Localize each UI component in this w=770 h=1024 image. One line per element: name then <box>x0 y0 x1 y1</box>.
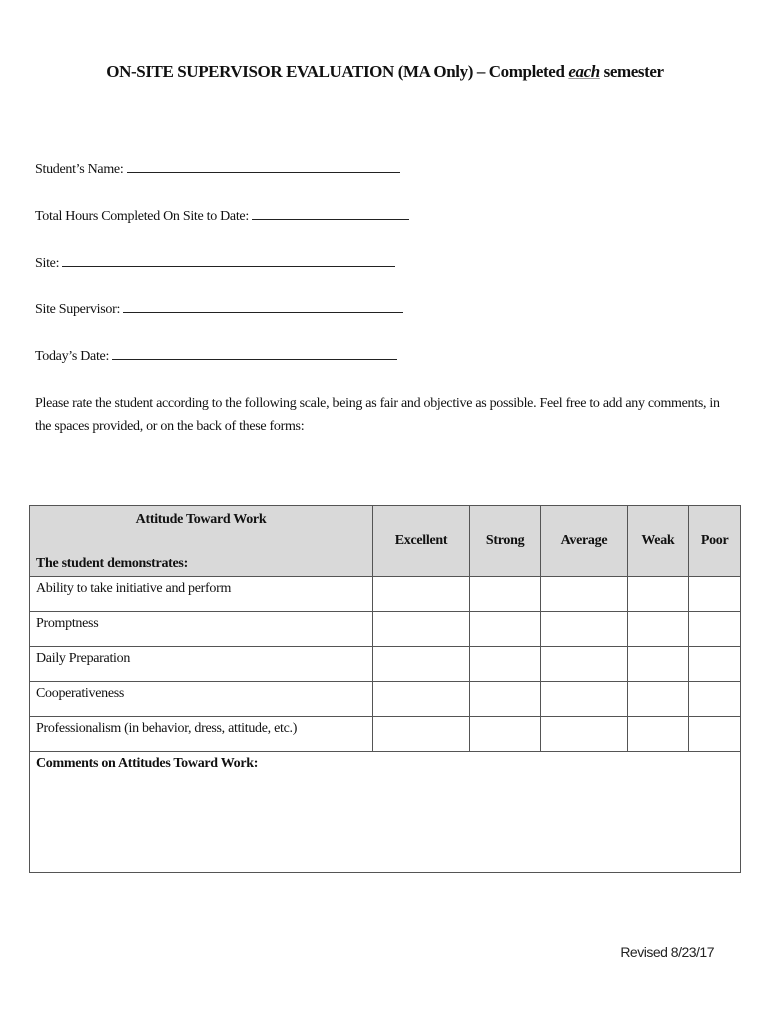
item-label: Promptness <box>30 612 373 647</box>
rating-cell-weak[interactable] <box>627 682 689 717</box>
rating-cell-average[interactable] <box>541 682 627 717</box>
rating-cell-excellent[interactable] <box>373 682 470 717</box>
table-row <box>30 682 741 717</box>
rating-cell-excellent[interactable] <box>373 612 470 647</box>
site-field[interactable] <box>35 254 395 272</box>
rating-cell-excellent[interactable] <box>373 577 470 612</box>
rating-cell-average[interactable] <box>541 612 627 647</box>
todays-date-field[interactable] <box>35 347 397 365</box>
rating-header-poor: Poor <box>689 506 741 577</box>
rating-cell-poor[interactable] <box>689 682 741 717</box>
table-row <box>30 647 741 682</box>
site-line[interactable] <box>62 254 395 267</box>
site-label: Site: <box>35 256 60 271</box>
rating-header-weak: Weak <box>627 506 689 577</box>
comments-label: Comments on Attitudes Toward Work: <box>36 756 259 771</box>
item-label: Professionalism (in behavior, dress, attitude, etc.) <box>30 717 373 752</box>
total-hours-line[interactable] <box>252 207 409 220</box>
rating-cell-strong[interactable] <box>469 717 540 752</box>
rating-cell-excellent[interactable] <box>373 647 470 682</box>
rating-cell-strong[interactable] <box>469 577 540 612</box>
criteria-header <box>30 506 373 577</box>
student-name-field[interactable] <box>35 160 400 178</box>
rating-cell-poor[interactable] <box>689 577 741 612</box>
rating-cell-strong[interactable] <box>469 612 540 647</box>
rating-cell-poor[interactable] <box>689 612 741 647</box>
todays-date-line[interactable] <box>112 347 397 360</box>
todays-date-label: Today’s Date: <box>35 349 110 364</box>
revision-date: Revised 8/23/17 <box>620 944 714 960</box>
table-row <box>30 717 741 752</box>
criteria-subtitle: The student demonstrates: <box>36 556 188 571</box>
site-supervisor-line[interactable] <box>123 300 403 313</box>
item-label: Cooperativeness <box>30 682 373 717</box>
rating-cell-excellent[interactable] <box>373 717 470 752</box>
item-label: Ability to take initiative and perform <box>30 577 373 612</box>
rating-header-average: Average <box>541 506 627 577</box>
criteria-title: Attitude Toward Work <box>135 512 267 527</box>
rating-cell-poor[interactable] <box>689 647 741 682</box>
rating-header-excellent: Excellent <box>373 506 470 577</box>
table-header-row <box>30 506 741 577</box>
table-row <box>30 577 741 612</box>
student-name-label: Student’s Name: <box>35 162 124 177</box>
rating-cell-strong[interactable] <box>469 647 540 682</box>
total-hours-label: Total Hours Completed On Site to Date: <box>35 209 249 224</box>
comments-row <box>30 752 741 873</box>
rating-header-strong: Strong <box>469 506 540 577</box>
form-title-suffix: semester <box>599 62 664 81</box>
table-row <box>30 612 741 647</box>
rating-cell-weak[interactable] <box>627 717 689 752</box>
rating-cell-average[interactable] <box>541 577 627 612</box>
site-supervisor-field[interactable] <box>35 300 403 318</box>
rating-cell-average[interactable] <box>541 717 627 752</box>
comments-box[interactable] <box>30 752 741 873</box>
rating-cell-strong[interactable] <box>469 682 540 717</box>
item-label: Daily Preparation <box>30 647 373 682</box>
rating-cell-average[interactable] <box>541 647 627 682</box>
form-title-prefix: ON-SITE SUPERVISOR EVALUATION (MA Only) – Completed <box>106 62 569 81</box>
form-title-emphasis: each <box>568 62 600 81</box>
attitude-rating-table <box>29 505 741 873</box>
rating-cell-poor[interactable] <box>689 717 741 752</box>
rating-cell-weak[interactable] <box>627 647 689 682</box>
rating-instructions: Please rate the student according to the following scale, being as fair and objective as possible. Feel free to add any comments, in the spaces provided, or on the back of these forms: <box>35 396 720 434</box>
form-title <box>0 62 770 82</box>
student-name-line[interactable] <box>127 160 400 173</box>
rating-cell-weak[interactable] <box>627 577 689 612</box>
site-supervisor-label: Site Supervisor: <box>35 302 121 317</box>
total-hours-field[interactable] <box>35 207 409 225</box>
rating-cell-weak[interactable] <box>627 612 689 647</box>
